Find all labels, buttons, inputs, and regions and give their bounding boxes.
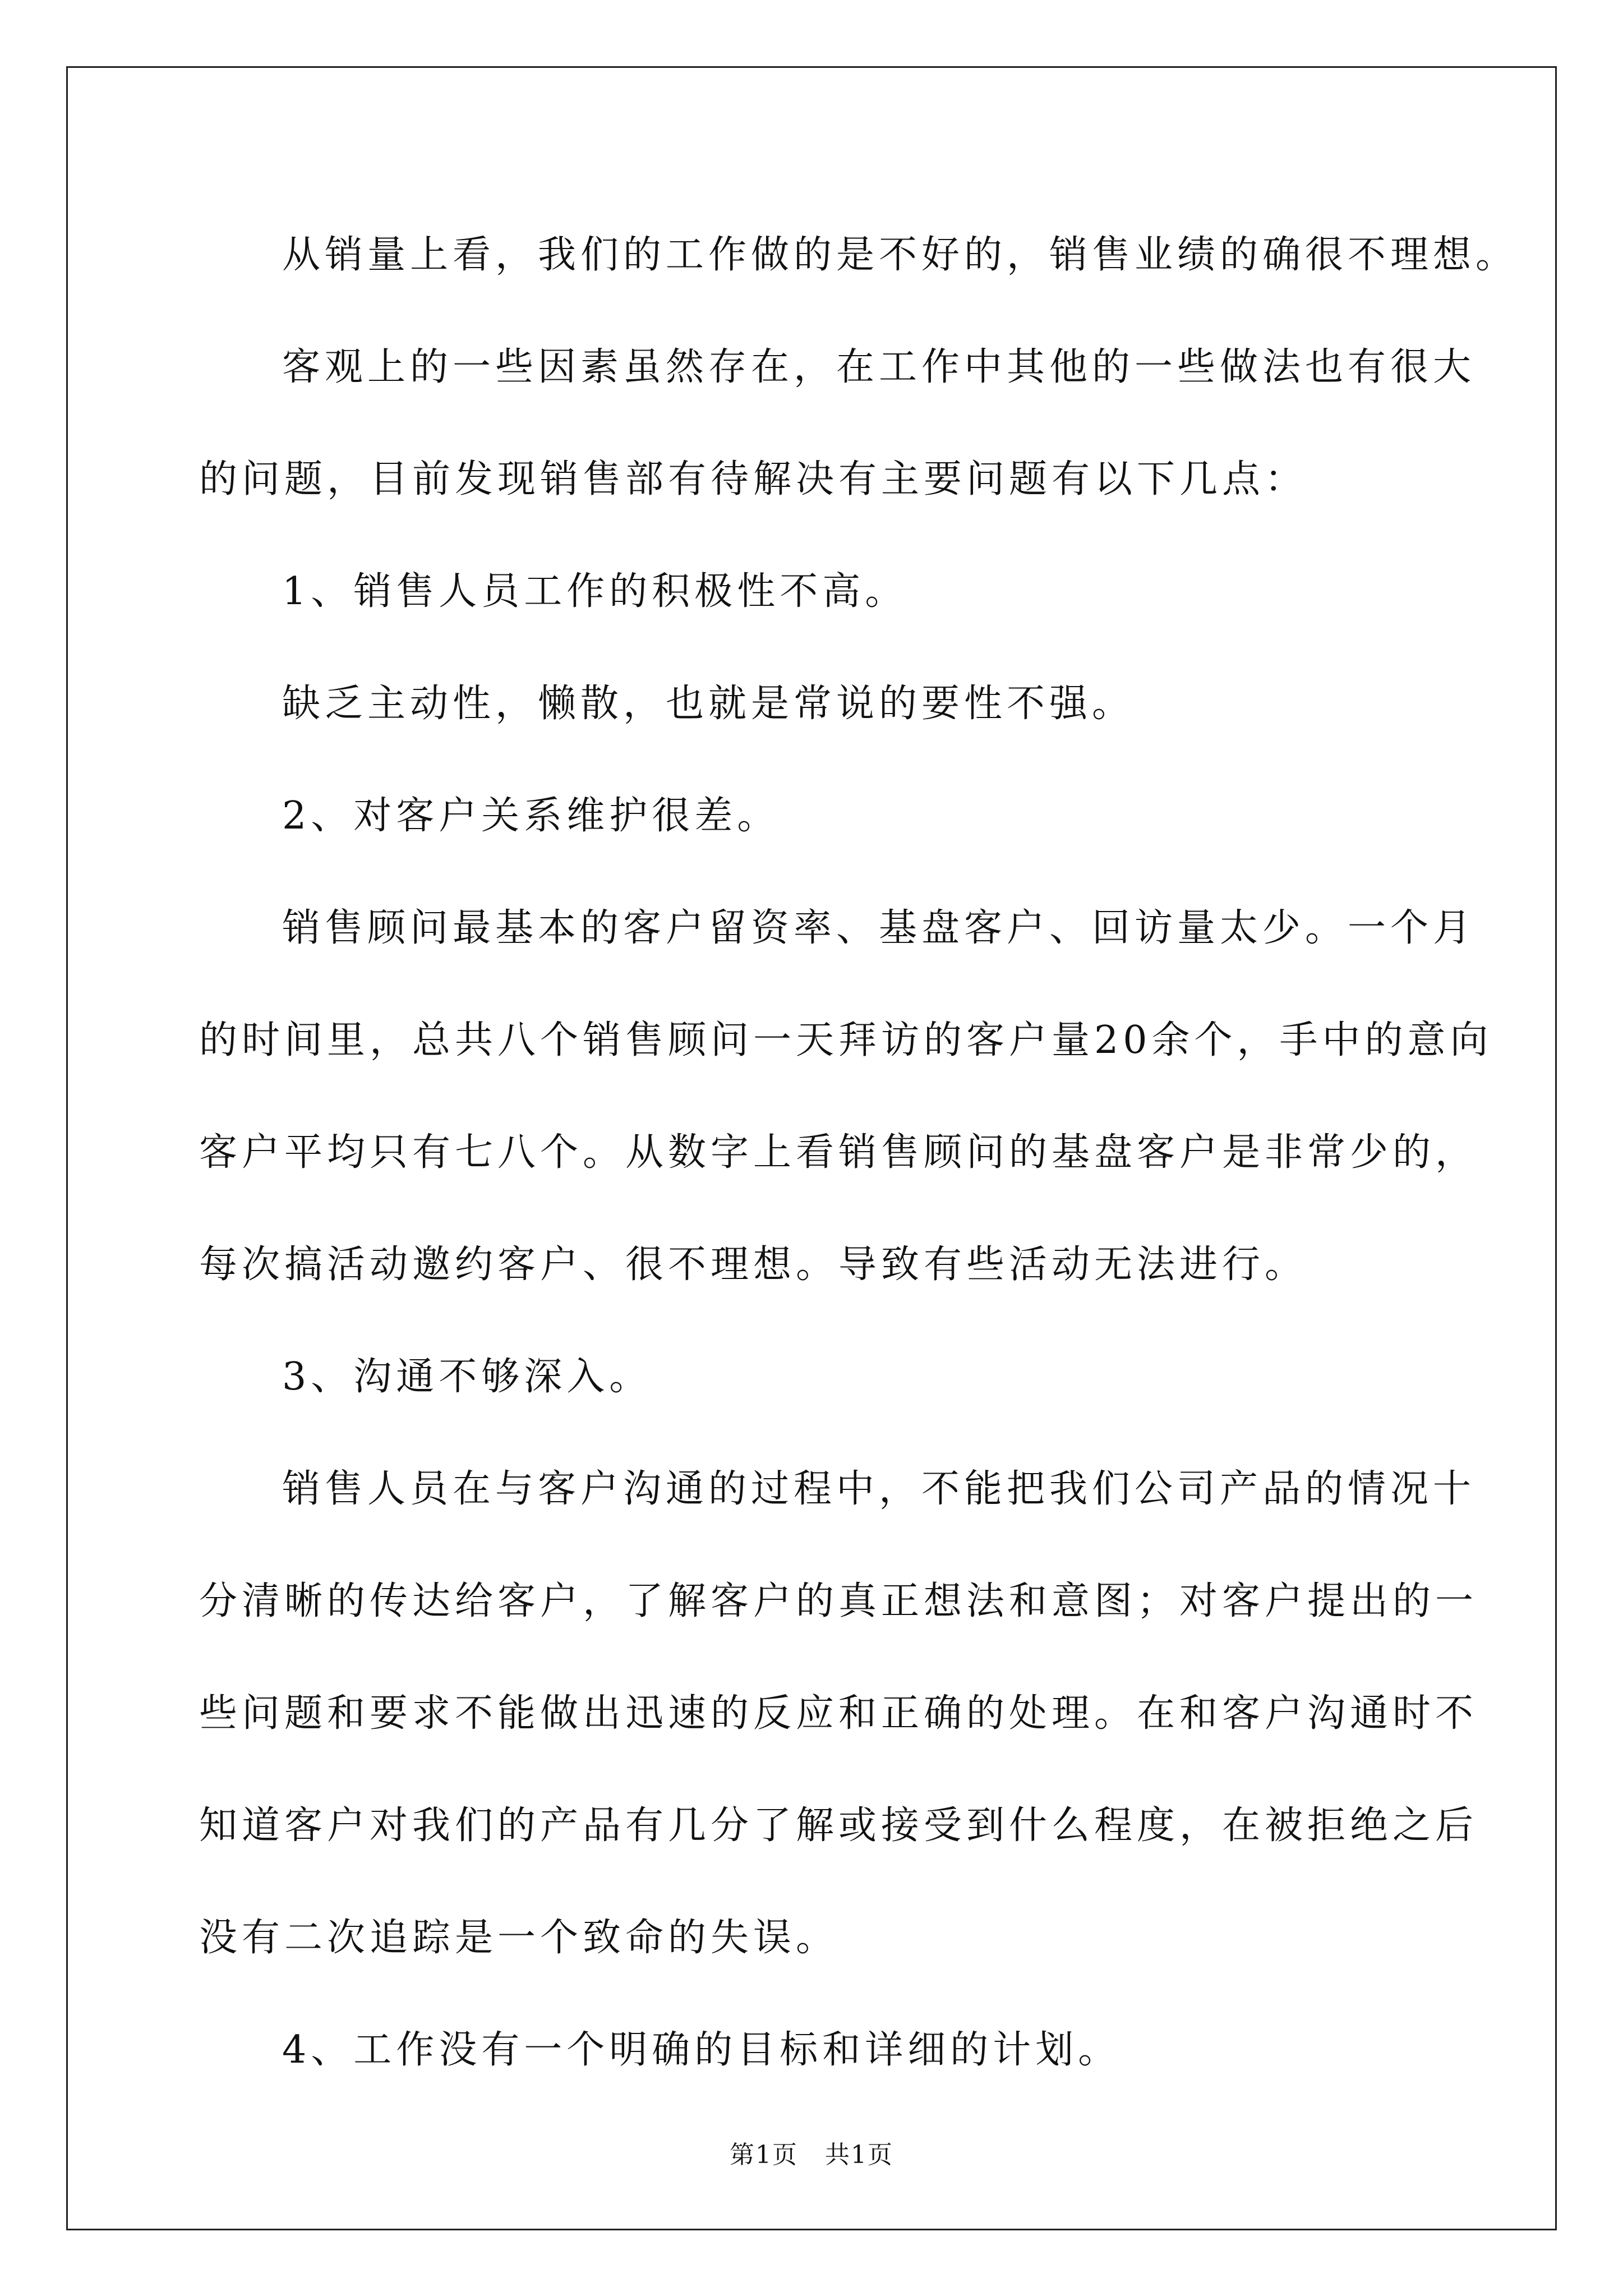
list-item-heading: 3、沟通不够深入。 [282,1355,652,1399]
paragraph-line: 客观上的一些因素虽然存在，在工作中其他的一些做法也有很大 [282,345,1476,389]
document-body [199,222,1519,2129]
list-item-heading: 1、销售人员工作的积极性不高。 [282,569,908,614]
paragraph-line: 销售顾问最基本的客户留资率、基盘客户、回访量太少。一个月 [282,906,1476,950]
paragraph-line: 从销量上看，我们的工作做的是不好的，销售业绩的确很不理想。 [282,233,1519,277]
paragraph-line: 客户平均只有七八个。从数字上看销售顾问的基盘客户是非常少的， [199,1130,1478,1175]
paragraph-line: 销售人员在与客户沟通的过程中，不能把我们公司产品的情况十 [282,1467,1476,1511]
paragraph-line: 的问题，目前发现销售部有待解决有主要问题有以下几点： [199,457,1308,501]
list-item-heading: 2、对客户关系维护很差。 [282,794,780,838]
page-footer [0,2134,1623,2170]
page-number: 第1页 [730,2141,798,2169]
paragraph-line: 没有二次追踪是一个致命的失误。 [199,1916,839,1960]
list-item-heading: 4、工作没有一个明确的目标和详细的计划。 [282,2028,1121,2072]
paragraph-line: 缺乏主动性，懒散，也就是常说的要性不强。 [282,682,1135,726]
paragraph-line: 的时间里，总共八个销售顾问一天拜访的客户量20余个，手中的意向 [199,1018,1493,1062]
paragraph-line: 知道客户对我们的产品有几分了解或接受到什么程度，在被拒绝之后 [199,1803,1478,1848]
paragraph-line: 每次搞活动邀约客户、很不理想。导致有些活动无法进行。 [199,1243,1308,1287]
paragraph-line: 分清晰的传达给客户，了解客户的真正想法和意图；对客户提出的一 [199,1579,1478,1623]
page-total: 共1页 [825,2141,893,2169]
paragraph-line: 些问题和要求不能做出迅速的反应和正确的处理。在和客户沟通时不 [199,1691,1478,1736]
